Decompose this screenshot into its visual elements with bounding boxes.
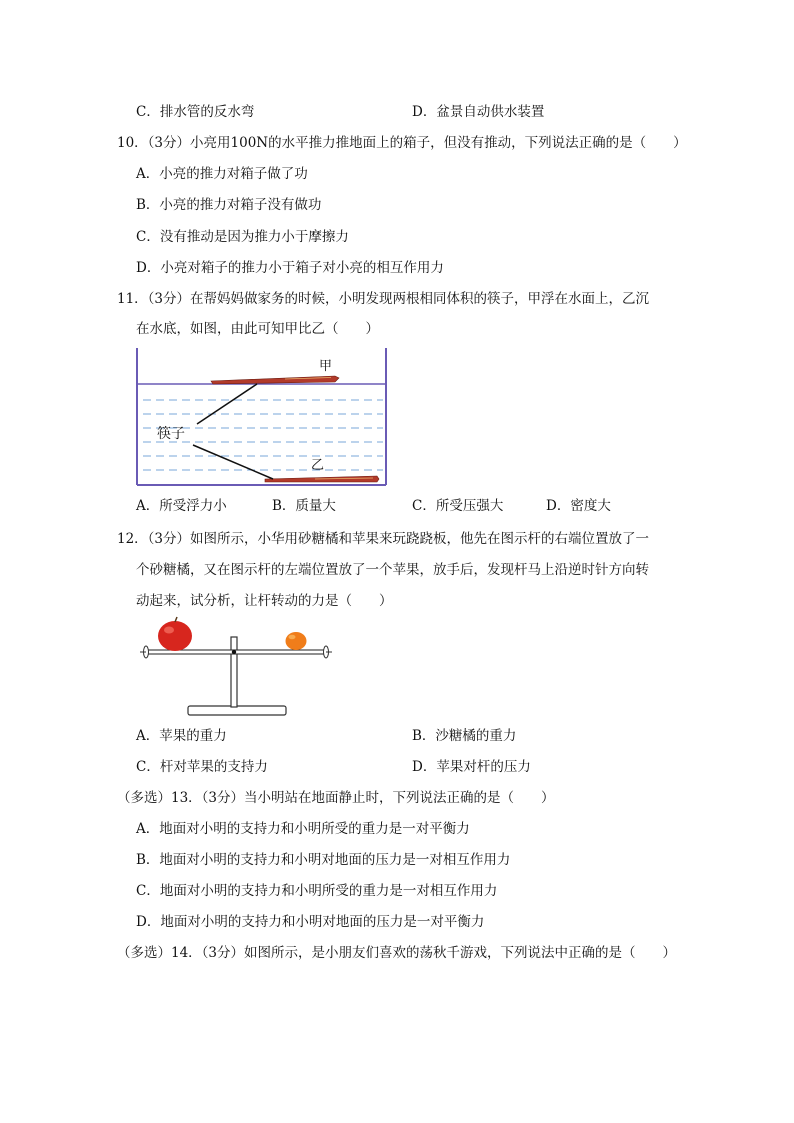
lever-post bbox=[231, 637, 237, 707]
q12-stem-line1: 12．（3分）如图所示，小华用砂糖橘和苹果来玩跷跷板，他先在图示杆的右端位置放了一 bbox=[117, 531, 650, 547]
q10-option-a: A．小亮的推力对箱子做了功 bbox=[136, 166, 308, 182]
q12-stem-line3: 动起来，试分析，让杆转动的力是（ ） bbox=[136, 593, 393, 609]
q11-figure bbox=[135, 348, 395, 488]
q11-option-d: D．密度大 bbox=[546, 498, 611, 514]
label-yi: 乙 bbox=[311, 458, 325, 473]
q11-option-a: A．所受浮力小 bbox=[136, 498, 227, 514]
lever-pivot bbox=[232, 650, 236, 654]
q13-option-b: B．地面对小明的支持力和小明对地面的压力是一对相互作用力 bbox=[136, 852, 511, 868]
pointer-line-upper bbox=[197, 384, 257, 424]
q10-option-d: D．小亮对箱子的推力小于箱子对小亮的相互作用力 bbox=[136, 260, 444, 276]
q13-option-d: D．地面对小明的支持力和小明对地面的压力是一对平衡力 bbox=[136, 914, 485, 930]
q11-option-b: B．质量大 bbox=[272, 498, 336, 514]
q9-option-d: D．盆景自动供水装置 bbox=[412, 104, 545, 120]
q13-option-c: C．地面对小明的支持力和小明所受的重力是一对相互作用力 bbox=[136, 883, 498, 899]
q13-option-a: A．地面对小明的支持力和小明所受的重力是一对平衡力 bbox=[136, 821, 470, 837]
q10-option-b: B．小亮的推力对箱子没有做功 bbox=[136, 197, 322, 213]
q12-option-b: B．沙糖橘的重力 bbox=[412, 728, 517, 744]
chopstick-jia bbox=[211, 376, 339, 384]
q9-option-c: C．排水管的反水弯 bbox=[136, 104, 255, 120]
q11-stem-line1: 11．（3分）在帮妈妈做家务的时候，小明发现两根相同体积的筷子，甲浮在水面上，乙沉 bbox=[117, 291, 650, 307]
q10-stem: 10．（3分）小亮用100N的水平推力推地面上的箱子，但没有推动，下列说法正确的是（ ） bbox=[117, 135, 687, 151]
q11-stem-line2: 在水底，如图，由此可知甲比乙（ ） bbox=[136, 321, 379, 337]
q10-option-c: C．没有推动是因为推力小于摩擦力 bbox=[136, 229, 349, 245]
tangerine-icon bbox=[286, 632, 307, 650]
q12-stem-line2: 个砂糖橘，又在图示杆的左端位置放了一个苹果，放手后，发现杆马上沿逆时针方向转 bbox=[136, 562, 649, 578]
label-kuaizi: 筷子 bbox=[157, 426, 185, 442]
pointer-line-lower bbox=[193, 445, 273, 479]
q12-figure bbox=[138, 617, 338, 717]
apple-icon bbox=[158, 617, 192, 651]
q12-option-d: D．苹果对杆的压力 bbox=[412, 759, 531, 775]
q13-stem: （多选）13．（3分）当小明站在地面静止时，下列说法正确的是（ ） bbox=[117, 790, 555, 806]
q12-option-c: C．杆对苹果的支持力 bbox=[136, 759, 268, 775]
q11-option-c: C．所受压强大 bbox=[412, 498, 504, 514]
q14-stem: （多选）14．（3分）如图所示，是小朋友们喜欢的荡秋千游戏，下列说法中正确的是（ ） bbox=[117, 945, 677, 961]
q12-option-a: A．苹果的重力 bbox=[136, 728, 227, 744]
label-jia: 甲 bbox=[319, 359, 333, 374]
